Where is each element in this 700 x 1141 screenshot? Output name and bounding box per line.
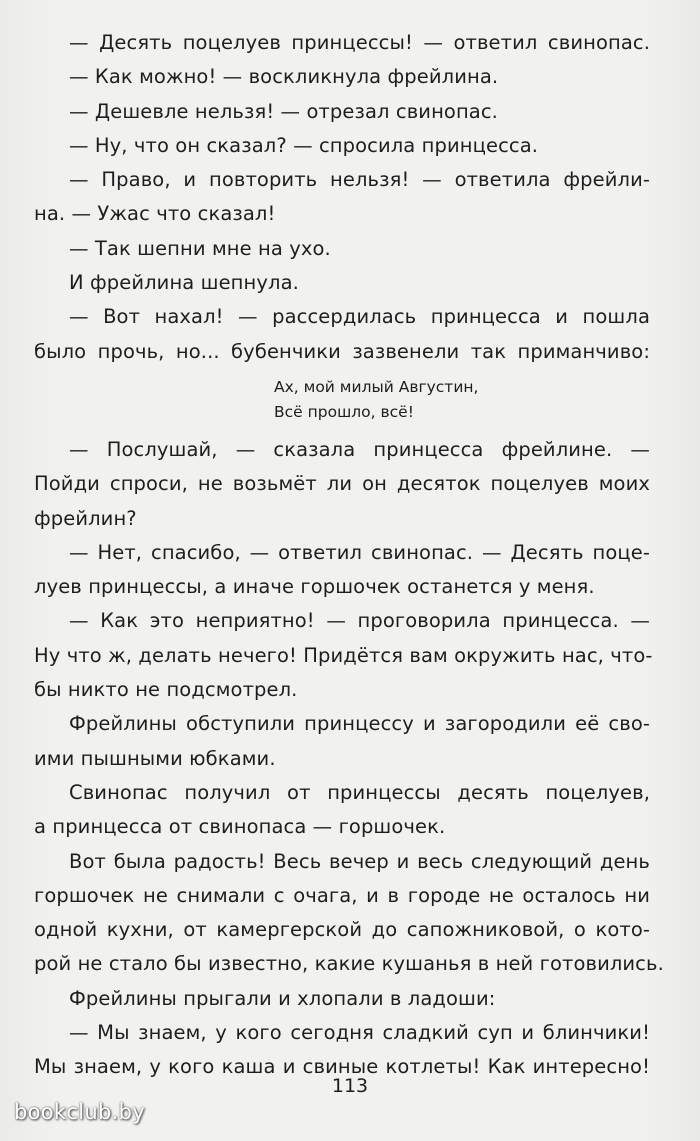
text-line: — Мы знаем, у кого сегодня сладкий суп и блинчики! (69, 1021, 650, 1045)
text-line: Фрейлины прыгали и хлопали в ладоши: (69, 986, 496, 1010)
text-line: Вот была радость! Весь вечер и весь следующий день (69, 849, 650, 873)
text-line: рой не стало бы известно, какие кушанья в ней готовились. (34, 952, 664, 976)
text-line: — Как это неприятно! — проговорила принцесса. — (69, 609, 650, 633)
text-line: — Десять поцелуев принцессы! — ответил свинопас. (69, 31, 650, 54)
text-line: ими пышными юбками. (34, 746, 276, 770)
text-line: — Послушай, — сказала принцесса фрейлине. — (69, 437, 650, 461)
verse-line: Ах, мой милый Августин, (274, 377, 479, 396)
text-line: — Так шепни мне на ухо. (69, 236, 331, 260)
text-line: одной кухни, от камергерской до сапожниковой, о кото- (34, 918, 650, 942)
text-line: на. — Ужас что сказал! (34, 202, 276, 226)
text-line: а принцесса от свинопаса — горшочек. (34, 815, 446, 839)
text-line: Пойди спроси, не возьмёт ли он десяток поцелуев моих (34, 472, 650, 496)
verse-line: Всё прошло, всё! (274, 402, 414, 421)
text-line: горшочек не снимали с очага, и в городе не осталось ни (34, 883, 650, 907)
text-line: — Дешевле нельзя! — отрезал свинопас. (69, 99, 498, 123)
text-line: бы никто не подсмотрел. (34, 678, 298, 702)
text-line: было прочь, но... бубенчики зазвенели так приманчиво: (34, 339, 650, 363)
text-line: — Вот нахал! — рассердилась принцесса и пошла (69, 305, 650, 329)
text-line: Мы знаем, у кого каша и свиные котлеты! Как интересно! (34, 1055, 650, 1079)
verse-block (34, 369, 650, 433)
text-line: Свинопас получил от принцессы десять поцелуев, (69, 780, 650, 804)
text-line: Фрейлины обступили принцессу и загородили её сво- (69, 712, 650, 736)
text-line: Ну что ж, делать нечего! Придётся вам окружить нас, что- (34, 643, 653, 667)
text-line: — Право, и повторить нельзя! — ответила фрейли- (69, 168, 650, 192)
text-line: — Нет, спасибо, — ответил свинопас. — Десять поце- (69, 540, 650, 564)
text-line: луев принцессы, а иначе горшочек останется у меня. (34, 575, 595, 599)
text-line: фрейлин? (34, 506, 137, 530)
page-number: 113 (331, 1075, 369, 1097)
text-line: — Ну, что он сказал? — спросила принцесса. (69, 133, 539, 157)
watermark-logo: bookclub.by (14, 1100, 145, 1124)
text-line: — Как можно! — воскликнула фрейлина. (69, 65, 499, 89)
text-line: И фрейлина шепнула. (69, 271, 299, 295)
body-text (34, 26, 664, 1085)
